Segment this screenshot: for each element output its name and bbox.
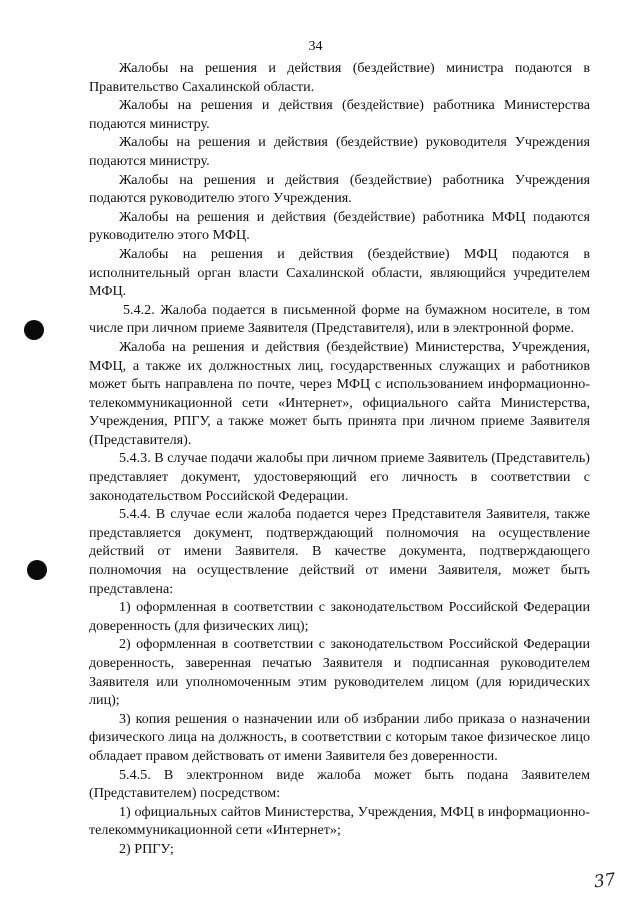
paragraph: Жалобы на решения и действия (бездействие) руководителя Учреждения подаются министру. <box>89 134 590 169</box>
paragraph: Жалобы на решения и действия (бездействие) МФЦ подаются в исполнительный орган власти Сахалинской области, являющийся учредителем МФЦ. <box>89 245 590 300</box>
list-item: 2) РПГУ; <box>119 840 174 857</box>
paragraph: 5.4.3. В случае подачи жалобы при личном приеме Заявитель (Представитель) представляет документ, удостоверяющий его личность в соответствии с законодательством Российской Федерации. <box>89 450 590 504</box>
paragraph: 5.4.4. В случае если жалоба подается через Представителя Заявителя, также представляется документ, подтверждающий полномочия на осуществление действий от имени Заявителя. В качестве документа, подтверждающего полномочия на осуществление действий от имени Заявителя, может быть представлена: <box>89 506 590 597</box>
handwritten-page-mark: 37 <box>592 869 617 893</box>
punch-hole-mark <box>24 320 44 340</box>
list-item: 1) официальных сайтов Министерства, Учреждения, МФЦ в информационно-телекоммуникационной сети «Интернет»; <box>89 803 590 839</box>
paragraph: Жалобы на решения и действия (бездействие) работника МФЦ подаются руководителю этого МФЦ. <box>89 208 590 244</box>
paragraph: Жалобы на решения и действия (бездействие) работника Учреждения подаются руководителю этого Учреждения. <box>89 171 590 207</box>
document-body <box>89 59 590 859</box>
paragraph: Жалобы на решения и действия (бездействие) министра подаются в Правительство Сахалинской области. <box>89 60 590 95</box>
paragraph: 5.4.2. Жалоба подается в письменной форме на бумажном носителе, в том числе при личном приеме Заявителя (Представителя), или в электронной форме. <box>89 301 590 337</box>
paragraph: Жалобы на решения и действия (бездействие) работника Министерства подаются министру. <box>89 97 590 132</box>
list-item: 1) оформленная в соответствии с законодательством Российской Федерации доверенность (для физических лиц); <box>89 599 590 634</box>
punch-hole-mark <box>27 560 47 580</box>
paragraph: Жалоба на решения и действия (бездействие) Министерства, Учреждения, МФЦ, а также их должностных лиц, государственных служащих и работников может быть направлена по почте, через МФЦ с использованием информационно-телекоммуникационной сети «Интернет», официального сайта Министерства, Учреждения, РПГУ, а также может быть принята при личном приеме Заявителя (Представителя). <box>89 338 590 448</box>
list-item: 3) копия решения о назначении или об избрании либо приказа о назначении физического лица на должность, в соответствии с которым такое физическое лицо обладает правом действовать от имени Заявителя без доверенности. <box>89 710 590 764</box>
paragraph: 5.4.5. В электронном виде жалоба может быть подана Заявителем (Представителем) посредством: <box>89 766 590 802</box>
list-item: 2) оформленная в соответствии с законодательством Российской Федерации доверенность, заверенная печатью Заявителя и подписанная руководителем Заявителя или уполномоченным этим руководителем лицом (для юридических лиц); <box>89 636 590 709</box>
page-number: 34 <box>308 39 323 54</box>
